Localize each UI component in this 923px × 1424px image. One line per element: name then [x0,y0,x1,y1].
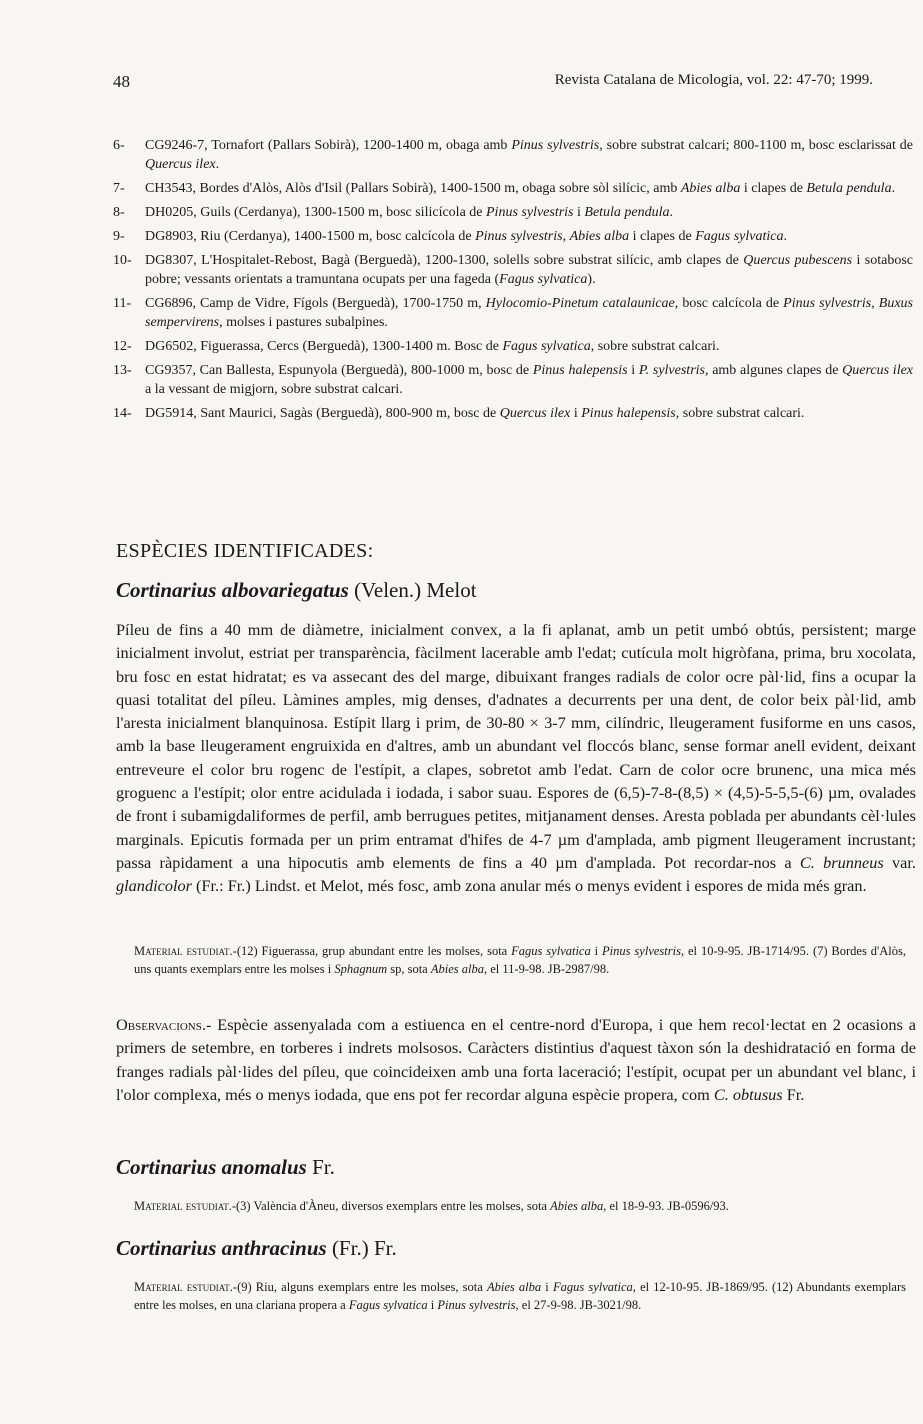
site-description: DG8307, L'Hospitalet-Rebost, Bagà (Berguedà), 1200-1300, solells sobre substrat silícic, amb clapes de Quercus pubescens i sotabosc pobre; vessants orientats a tramuntana ocupats per una fageda (Fagus sylvatica). [145,253,913,287]
site-entry [113,203,913,222]
site-entry [113,337,913,356]
observations-paragraph: Observacions.- Espècie assenyalada com a estiuenca en el centre-nord d'Europa, i que hem recol·lectat en 2 ocasions a primers de setembre, en torberes i indrets molsosos. Caràcters distintius d'aquest tàxon són la deshidratació en forma de franges radials pàl·lides del píleu, que coincideixen amb una forta laceració; l'estípit, ocupat per un abundant vel blanc, i l'olor complexa, més o menys iodada, que ens pot fer recordar alguna espècie propera, com C. obtusus Fr. [116,1015,916,1104]
site-number: 11- [113,296,132,311]
material-studied-anthracinus: Material estudiat.-(9) Riu, alguns exemplars entre les molses, sota Abies alba i Fagus sylvatica, el 12-10-95. JB-1869/95. (12) Abundants exemplars entre les molses, en una clariana propera a Fagus sylvatica i Pinus sylvestris, el 27-9-98. JB-3021/98. [134,1280,906,1312]
site-description: DG8903, Riu (Cerdanya), 1400-1500 m, bosc calcícola de Pinus sylvestris, Abies alba i clapes de Fagus sylvatica. [145,229,787,244]
site-entry [113,136,913,174]
site-number: 13- [113,363,132,378]
species-title-albovariegatus [116,578,477,603]
site-entry [113,227,913,246]
site-entry [113,179,913,198]
site-description: CG6896, Camp de Vidre, Fígols (Berguedà), 1700-1750 m, Hylocomio-Pinetum catalaunicae, bosc calcícola de Pinus sylvestris, Buxus sempervirens, molses i pastures subalpines. [145,296,913,330]
site-number: 12- [113,339,132,354]
site-description: CG9246-7, Tornafort (Pallars Sobirà), 1200-1400 m, obaga amb Pinus sylvestris, sobre substrat calcari; 800-1100 m, bosc esclarissat de Quercus ilex. [145,138,913,172]
site-description: DG5914, Sant Maurici, Sagàs (Berguedà), 800-900 m, bosc de Quercus ilex i Pinus halepensis, sobre substrat calcari. [145,406,805,421]
site-number: 6- [113,138,125,153]
running-header: Revista Catalana de Micologia, vol. 22: 47-70; 1999. [554,72,873,88]
species-name: Cortinarius anomalus [116,1155,307,1179]
site-number: 7- [113,181,125,196]
species-description: Píleu de fins a 40 mm de diàmetre, inicialment convex, a la fi aplanat, amb un petit umbó obtús, persistent; marge inicialment involut, estriat per transparència, fàcilment lacerable amb l'edat; cutícula molt higròfana, prima, bru xocolata, bru fosc en estat hidratat; es va assecant des del marge, dibuixant franges radials de color ocre pàl·lid, fins a ocupar la quasi totalitat del píleu. Làmines amples, mig denses, d'adnates a decurrents per una dent, de color beix pàl·lid, amb l'aresta inicialment blanquinosa. Estípit llarg i prim, de 30-80 × 3-7 mm, cilíndric, lleugerament fusiforme en uns casos, amb la base lleugerament engruixida en d'altres, amb un abundant vel floccós blanc, sense formar anell evident, deixant entreveure el color bru rogenc de l'estípit, a clapes, sobretot amb l'edat. Carn de color ocre brunenc, una mica més groguenc a l'estípit; olor entre acidulada i iodada, i sabor suau. Espores de (6,5)-7-8-(8,5) × (4,5)-5-5,5-(6) µm, ovalades de front i subamigdaliformes de perfil, amb berrugues petites, mitjanament denses. Aresta poblada per abundants cèl·lules marginals. Epicutis formada per un prim entramat d'hifes de 4-7 µm d'amplada, amb pigment lleugerament incrustant; passa ràpidament a una hipocutis amb elements de fins a 40 µm d'amplada. Pot recordar-nos a C. brunneus var. glandicolor (Fr.: Fr.) Lindst. et Melot, més fosc, amb zona anular més o menys evident i espores de mida més gran. [116,620,916,896]
species-author: (Fr.) Fr. [326,1236,397,1260]
site-description: DG6502, Figuerassa, Cercs (Berguedà), 1300-1400 m. Bosc de Fagus sylvatica, sobre substrat calcari. [145,339,720,354]
species-name: Cortinarius albovariegatus [116,578,349,602]
site-description: CH3543, Bordes d'Alòs, Alòs d'Isil (Pallars Sobirà), 1400-1500 m, obaga sobre sòl silícic, amb Abies alba i clapes de Betula pendula. [145,181,896,196]
species-author: (Velen.) Melot [348,578,477,602]
site-list [113,136,913,428]
species-name: Cortinarius anthracinus [116,1236,327,1260]
site-entry [113,251,913,289]
section-heading: ESPÈCIES IDENTIFICADES: [116,540,374,562]
material-studied-anomalus: Material estudiat.-(3) València d'Àneu, diversos exemplars entre les molses, sota Abies alba, el 18-9-93. JB-0596/93. [134,1199,729,1213]
site-entry [113,361,913,399]
site-number: 14- [113,406,132,421]
site-number: 10- [113,253,132,268]
site-number: 9- [113,229,125,244]
species-author: Fr. [306,1155,335,1179]
site-entry [113,404,913,423]
species-title-anthracinus [116,1236,397,1261]
species-title-anomalus [116,1155,335,1180]
site-description: DH0205, Guils (Cerdanya), 1300-1500 m, bosc silicícola de Pinus sylvestris i Betula pendula. [145,205,674,220]
site-entry [113,294,913,332]
page-number: 48 [113,72,130,91]
site-description: CG9357, Can Ballesta, Espunyola (Berguedà), 800-1000 m, bosc de Pinus halepensis i P. sylvestris, amb algunes clapes de Quercus ilex a la vessant de migjorn, sobre substrat calcari. [145,363,914,397]
site-number: 8- [113,205,125,220]
material-studied-albovariegatus: Material estudiat.-(12) Figuerassa, grup abundant entre les molses, sota Fagus sylvatica i Pinus sylvestris, el 10-9-95. JB-1714/95. (7) Bordes d'Alòs, uns quants exemplars entre les molses i Sphagnum sp, sota Abies alba, el 11-9-98. JB-2987/98. [134,944,906,976]
